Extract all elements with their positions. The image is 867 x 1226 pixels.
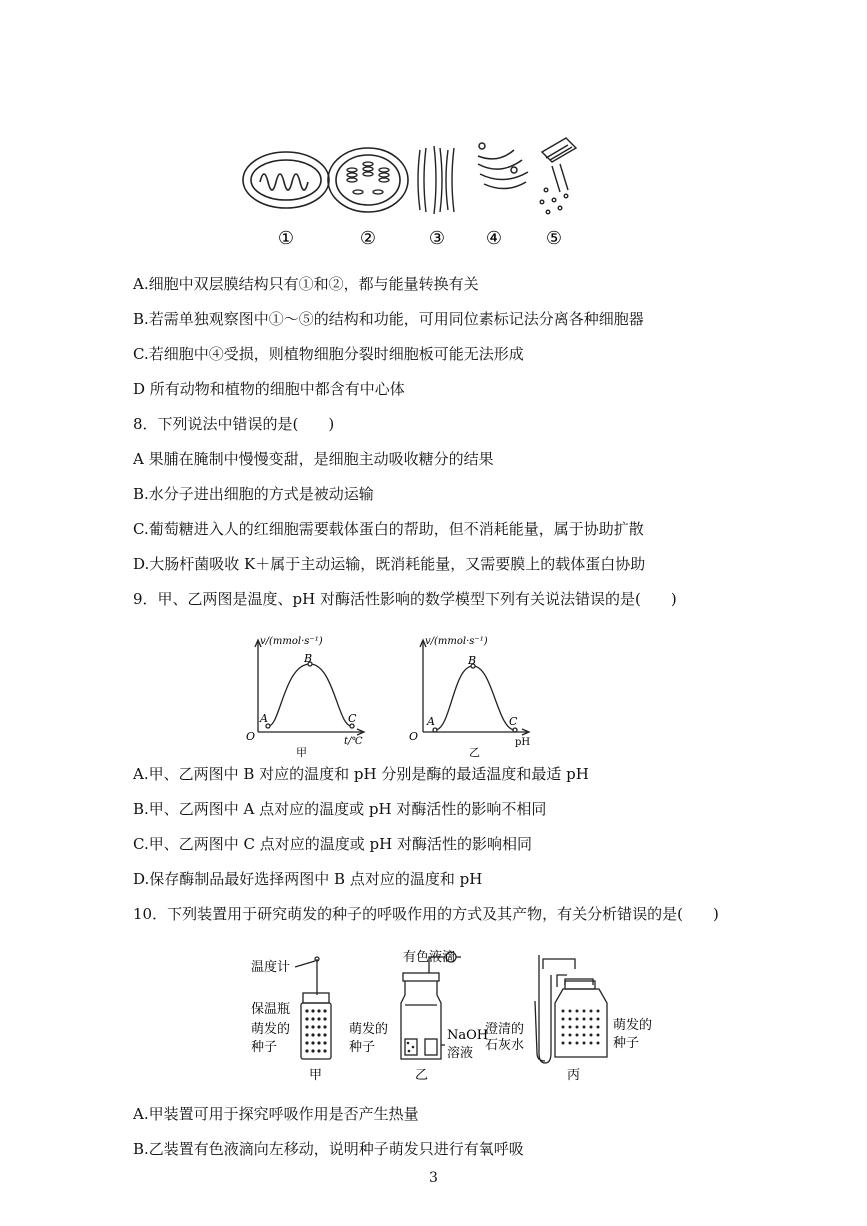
apparatus-caption: 乙 — [415, 1068, 429, 1083]
q9-option-b: B.甲、乙两图中 A 点对应的温度或 pH 对酶活性的影响不相同 — [133, 800, 547, 818]
centrosome-drawing — [540, 138, 576, 214]
seeds-label: 种子 — [251, 1040, 278, 1055]
q9-option-a: A.甲、乙两图中 B 对应的温度和 pH 分别是酶的最适温度和最适 pH — [133, 765, 589, 783]
q9-option-d: D.保存酶制品最好选择两图中 B 点对应的温度和 pH — [133, 870, 483, 888]
q10-stem: 10．下列装置用于研究萌发的种子的呼吸作用的方式及其产物，有关分析错误的是( ) — [133, 905, 719, 923]
droplet-label: 有色液滴 — [403, 950, 456, 965]
limewater-label: 石灰水 — [485, 1038, 525, 1053]
organelle-figure — [230, 130, 610, 255]
mitochondrion-drawing — [243, 152, 329, 208]
page-number: 3 — [429, 1170, 438, 1186]
chloroplast-drawing — [328, 148, 408, 212]
seeds-label: 种子 — [349, 1040, 376, 1055]
thermometer-label: 温度计 — [251, 960, 291, 975]
naoh-label: 溶液 — [447, 1046, 474, 1061]
limewater-label: 澄清的 — [485, 1022, 525, 1037]
q9-option-c: C.甲、乙两图中 C 点对应的温度或 pH 对酶活性的影响相同 — [133, 835, 532, 853]
q8-option-b: B.水分子进出细胞的方式是被动运输 — [133, 485, 374, 503]
x-axis-label: t/℃ — [344, 736, 363, 747]
q8-option-d: D.大肠杆菌吸收 K＋属于主动运输，既消耗能量，又需要膜上的载体蛋白协助 — [133, 555, 646, 573]
q8-stem: 8．下列说法中错误的是( ) — [133, 415, 335, 433]
organelle-label: ③ — [428, 228, 446, 249]
origin-label: O — [246, 730, 256, 743]
enzyme-curve-yi — [435, 666, 515, 730]
golgi-drawing — [478, 143, 528, 189]
apparatus-caption: 甲 — [309, 1068, 323, 1083]
respiration-apparatus-figure — [245, 945, 675, 1085]
thermos-label: 保温瓶 — [251, 1002, 291, 1017]
enzyme-ph-graph — [405, 630, 545, 760]
naoh-label: NaOH — [447, 1028, 489, 1043]
point-label: B — [468, 654, 477, 667]
enzyme-temperature-graph — [240, 630, 380, 760]
q8-option-c: C.葡萄糖进入人的红细胞需要载体蛋白的帮助，但不消耗能量，属于协助扩散 — [133, 520, 644, 538]
q9-stem: 9．甲、乙两图是温度、pH 对酶活性影响的数学模型下列有关说法错误的是( ) — [133, 590, 677, 608]
organelle-label: ④ — [485, 228, 503, 249]
y-axis-label: v/(mmol·s⁻¹) — [425, 636, 488, 647]
q7-option-d: D 所有动物和植物的细胞中都含有中心体 — [133, 380, 405, 398]
q10-option-a: A.甲装置可用于探究呼吸作用是否产生热量 — [133, 1105, 419, 1123]
point-label: B — [304, 652, 313, 665]
q7-option-c: C.若细胞中④受损，则植物细胞分裂时细胞板可能无法形成 — [133, 345, 524, 363]
apparatus-caption: 丙 — [567, 1068, 581, 1083]
organelle-label: ⑤ — [545, 228, 563, 249]
enzyme-curve-jia — [268, 664, 352, 726]
organelle-label: ② — [359, 228, 377, 249]
point-a — [433, 728, 437, 732]
point-label: C — [348, 712, 357, 725]
er-drawing — [418, 146, 454, 214]
point-label: A — [427, 715, 435, 728]
y-axis-label: v/(mmol·s⁻¹) — [260, 636, 323, 647]
graph-caption: 乙 — [469, 746, 480, 759]
origin-label: O — [409, 730, 419, 743]
point-label: C — [509, 715, 518, 728]
q10-option-b: B.乙装置有色液滴向左移动，说明种子萌发只进行有氧呼吸 — [133, 1140, 524, 1158]
q7-option-a: A.细胞中双层膜结构只有①和②，都与能量转换有关 — [133, 275, 479, 293]
q7-option-b: B.若需单独观察图中①～⑤的结构和功能，可用同位素标记法分离各种细胞器 — [133, 310, 644, 328]
graph-caption: 甲 — [296, 746, 307, 759]
seeds-label: 萌发的 — [349, 1022, 389, 1037]
point-c — [513, 728, 517, 732]
seeds-label: 种子 — [613, 1036, 640, 1051]
seeds-label: 萌发的 — [613, 1018, 653, 1033]
point-label: A — [260, 712, 268, 725]
organelle-label: ① — [277, 228, 295, 249]
seeds-label: 萌发的 — [251, 1022, 291, 1037]
q8-option-a: A 果脯在腌制中慢慢变甜，是细胞主动吸收糖分的结果 — [133, 450, 494, 468]
x-axis-label: pH — [515, 737, 531, 748]
